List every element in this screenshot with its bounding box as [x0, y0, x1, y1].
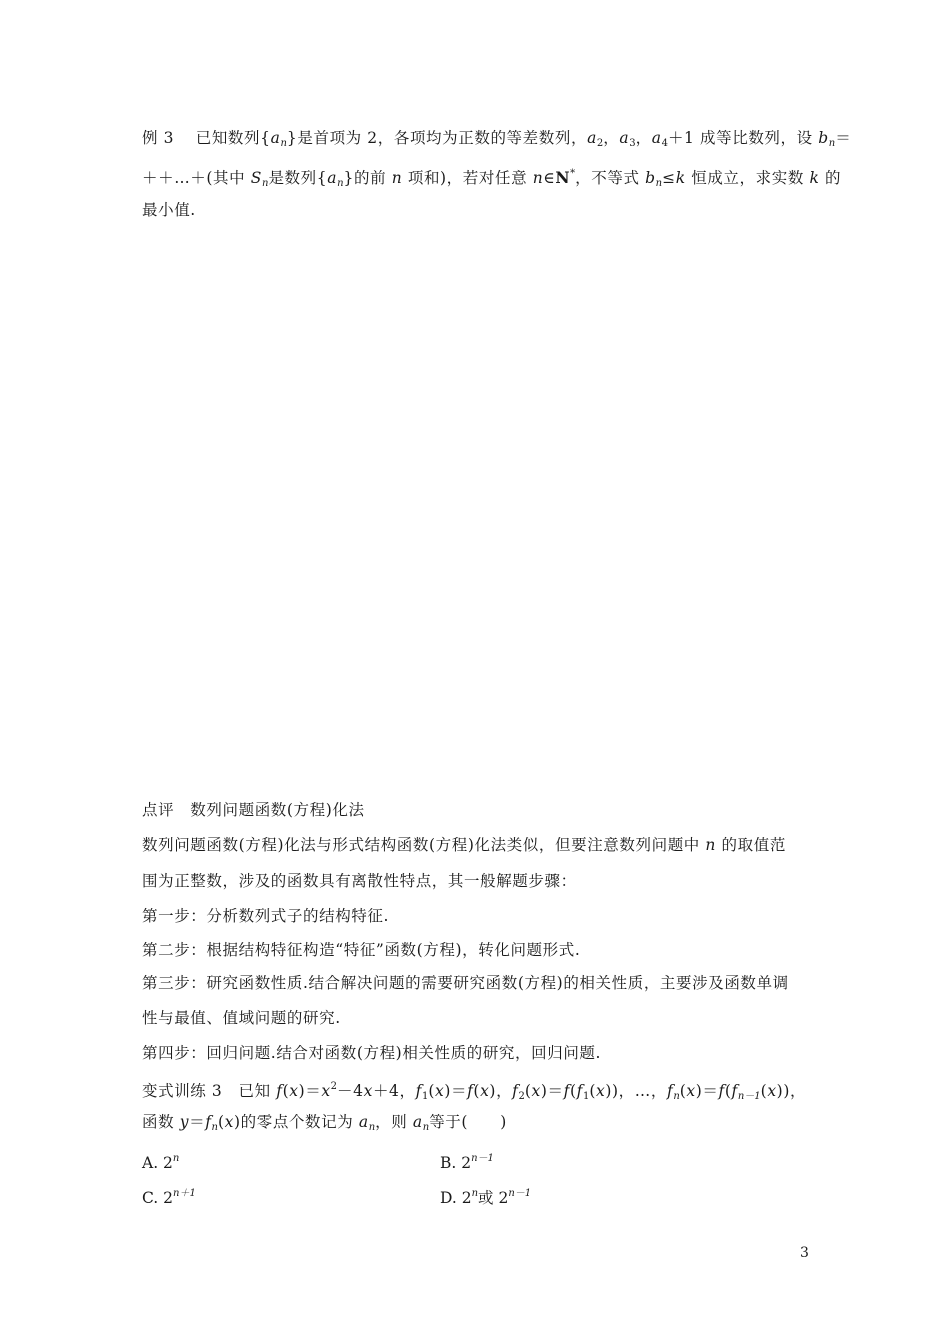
- var-f: f: [415, 1082, 422, 1100]
- text: 的取值范: [716, 836, 786, 854]
- text: ＝: [189, 1113, 206, 1131]
- option-sup2: n－1: [508, 1188, 532, 1199]
- var-k: k: [675, 169, 686, 187]
- option-label: A. 2: [142, 1154, 173, 1172]
- option-sup: n＋1: [173, 1188, 196, 1199]
- text: 恒成立，求实数: [685, 169, 810, 187]
- sub-n: n: [337, 178, 344, 189]
- sub-n: n: [211, 1122, 218, 1133]
- text: －4: [337, 1082, 364, 1100]
- sub-1: 1: [421, 1091, 429, 1102]
- var-b: b: [645, 169, 656, 187]
- option-c[interactable]: [142, 1184, 196, 1208]
- var-x: x: [224, 1113, 234, 1131]
- var-f: f: [718, 1082, 725, 1100]
- step3-line1: 第三步：研究函数性质.结合解决问题的需要研究函数(方程)的相关性质，主要涉及函数单调: [142, 974, 789, 992]
- var-x: x: [531, 1082, 541, 1100]
- text: )＝: [540, 1082, 564, 1100]
- sub-n: n: [280, 138, 287, 149]
- var-f: f: [666, 1082, 674, 1100]
- option-d[interactable]: [440, 1184, 531, 1208]
- sub-n: n: [828, 138, 836, 149]
- var-x: x: [363, 1082, 373, 1100]
- var-f: f: [276, 1082, 283, 1100]
- natural-set: N: [555, 168, 571, 187]
- var-f: f: [563, 1082, 570, 1100]
- sub-n: n: [422, 1122, 430, 1133]
- text: }的前: [343, 169, 392, 187]
- var-x: x: [289, 1082, 299, 1100]
- sub-n-1: n－1: [737, 1091, 761, 1102]
- variant-label: 变式训练 3 已知: [142, 1082, 277, 1100]
- option-sup: n－1: [471, 1153, 494, 1164]
- page-number: 3: [800, 1245, 809, 1261]
- var-a4: a: [651, 129, 662, 147]
- sub-n: n: [655, 178, 663, 189]
- var-f: f: [467, 1082, 474, 1100]
- variant-line2: 函数 $y=f_n(x)$的零点个数记为 $a_n$，则 $a_n$等于( ): [142, 1113, 507, 1133]
- option-sup: n: [172, 1153, 180, 1164]
- sup-2: 2: [330, 1081, 338, 1092]
- sub-2: 2: [518, 1091, 525, 1102]
- text: 已知数列{: [195, 129, 271, 147]
- var-a: a: [358, 1113, 369, 1131]
- text: )的零点个数记为: [234, 1113, 359, 1131]
- example3-line2: [142, 164, 841, 194]
- comment-title: 点评 数列问题函数(方程)化法: [142, 801, 365, 819]
- text: }是首项为 2，各项均为正数的等差数列，: [286, 129, 588, 147]
- text: )＝: [298, 1082, 322, 1100]
- var-f: f: [205, 1113, 212, 1131]
- var-a2: a: [587, 129, 597, 147]
- option-label: C. 2: [142, 1189, 174, 1207]
- step3-line2: 性与最值、值域问题的研究.: [142, 1009, 341, 1027]
- var-y: y: [179, 1113, 190, 1131]
- var-f: f: [731, 1082, 738, 1100]
- step4: 第四步：回归问题.结合对函数(方程)相关性质的研究，回归问题.: [142, 1044, 602, 1062]
- var-a: a: [270, 129, 281, 147]
- var-f: f: [576, 1082, 583, 1100]
- var-x: x: [480, 1082, 490, 1100]
- sub-n: n: [262, 178, 269, 189]
- var-a3: a: [619, 129, 630, 147]
- sub-3: 3: [629, 138, 636, 149]
- text: 是数列{: [268, 169, 328, 187]
- sub-2: 2: [596, 138, 604, 149]
- var-f: f: [512, 1082, 519, 1100]
- option-sup: n: [471, 1188, 479, 1199]
- comma: ，: [603, 129, 620, 147]
- sub-n: n: [368, 1122, 376, 1133]
- text: ，不等式: [575, 169, 646, 187]
- text: 数列问题函数(方程)化法与形式结构函数(方程)化法类似，但要注意数列问题中: [142, 836, 706, 854]
- text: 项和)，若对任意: [402, 169, 533, 187]
- var-n: n: [391, 169, 403, 187]
- var-x: x: [686, 1082, 696, 1100]
- comment-p1-line2: 围为正整数，涉及的函数具有离散性特点，其一般解题步骤：: [142, 872, 577, 890]
- step2: 第二步：根据结构特征构造“特征”函数(方程)，转化问题形式.: [142, 941, 581, 959]
- text: ))，…，: [605, 1082, 667, 1100]
- option-a[interactable]: [142, 1149, 179, 1173]
- equals: ＝: [835, 129, 852, 147]
- var-n: n: [532, 169, 544, 187]
- var-n: n: [705, 836, 717, 854]
- var-k: k: [809, 169, 820, 187]
- sub-4: 4: [661, 138, 668, 149]
- var-x: x: [596, 1082, 606, 1100]
- text: 函数: [142, 1113, 180, 1131]
- option-label: D. 2: [440, 1189, 472, 1207]
- option-mid: 或 2: [478, 1189, 509, 1207]
- example-label: 例 3: [142, 129, 175, 147]
- text: ＋＋…＋(其中: [142, 169, 251, 187]
- option-b[interactable]: [440, 1149, 494, 1173]
- var-b: b: [818, 129, 829, 147]
- text: 的: [819, 169, 842, 187]
- sub-1: 1: [582, 1091, 590, 1102]
- text: )＝: [695, 1082, 719, 1100]
- step1: 第一步：分析数列式子的结构特征.: [142, 907, 390, 925]
- text: 等于( ): [429, 1113, 507, 1131]
- sub-n: n: [673, 1091, 680, 1102]
- example3-line3: 最小值.: [142, 201, 196, 219]
- var-x: x: [434, 1082, 445, 1100]
- option-label: B. 2: [440, 1154, 472, 1172]
- le-symbol: ≤: [662, 169, 676, 187]
- comment-p1-line1: [142, 835, 786, 855]
- text: ＋1 成等比数列，设: [667, 129, 819, 147]
- var-x: x: [321, 1082, 331, 1100]
- text: )＝: [444, 1082, 468, 1100]
- text: ))，: [776, 1082, 807, 1100]
- var-a: a: [412, 1113, 423, 1131]
- in-symbol: ∈: [543, 169, 556, 187]
- text: ＋4，: [372, 1082, 416, 1100]
- text: )，: [489, 1082, 513, 1100]
- sup-star: *: [570, 168, 576, 179]
- variant-line1: 变式训练 3 已知 $f(x)=x^2-4x+4$，$f_1(x)=f(x)$，$f_2(x)=f(f_1(x))$，…，$f_n(x)=f(f_{n-1}(x))$，: [142, 1081, 807, 1102]
- comma: ，: [635, 129, 652, 147]
- example3-line1: [142, 128, 851, 154]
- var-x: x: [767, 1082, 777, 1100]
- text: ，则: [375, 1113, 413, 1131]
- var-S: S: [250, 169, 262, 187]
- var-a: a: [327, 169, 338, 187]
